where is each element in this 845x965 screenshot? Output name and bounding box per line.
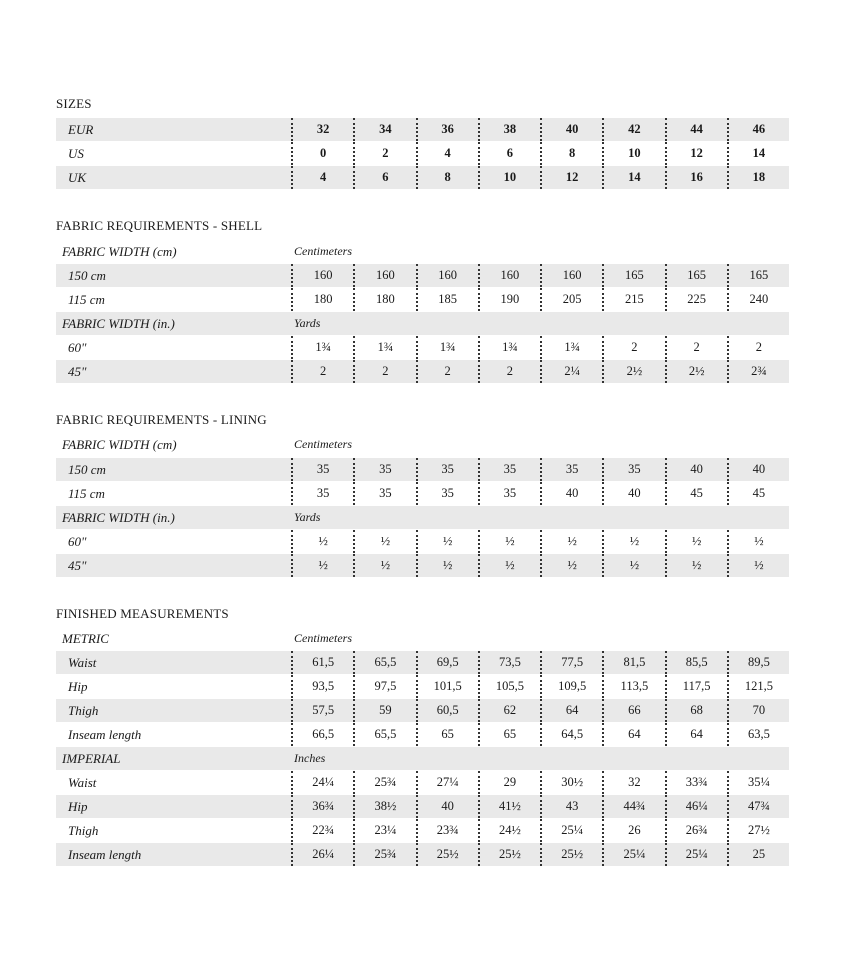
value-cell: 180 (291, 288, 353, 311)
subheader-label: FABRIC WIDTH (in.) (62, 316, 175, 331)
value-cell: 23¾ (416, 819, 478, 842)
value-cell: 2¼ (540, 360, 602, 383)
value-cell: 160 (416, 264, 478, 287)
row-label: Thigh (68, 823, 99, 838)
size-cell: 4 (291, 166, 353, 189)
value-cell: ½ (727, 530, 789, 553)
value-cell: 24¼ (291, 771, 353, 794)
size-cell: 6 (478, 142, 540, 165)
table-row (56, 482, 789, 505)
value-cell: 27¼ (416, 771, 478, 794)
value-cell: 22¾ (291, 819, 353, 842)
value-cell: 40 (665, 458, 727, 481)
value-cell: 1¾ (353, 336, 415, 359)
value-cell: 61,5 (291, 651, 353, 674)
value-cell: 35 (478, 458, 540, 481)
table-row (56, 699, 789, 722)
value-cell: 121,5 (727, 675, 789, 698)
value-cell: 25¾ (353, 843, 415, 866)
subheader-label: FABRIC WIDTH (cm) (62, 244, 177, 259)
unit-label: Inches (294, 751, 326, 765)
value-cell: 2 (353, 360, 415, 383)
value-cell: 29 (478, 771, 540, 794)
lining-title: FABRIC REQUIREMENTS - LINING (56, 412, 267, 427)
table-row (56, 360, 789, 383)
table-row (56, 675, 789, 698)
size-cell: 8 (540, 142, 602, 165)
row-label: Waist (68, 775, 97, 790)
subheader-label: FABRIC WIDTH (in.) (62, 510, 175, 525)
value-cell: 25¾ (353, 771, 415, 794)
value-cell: 35 (602, 458, 664, 481)
value-cell: ½ (665, 530, 727, 553)
subheader-row (56, 433, 789, 456)
row-label: US (68, 146, 84, 161)
value-cell: 27½ (727, 819, 789, 842)
table-row (56, 264, 789, 287)
value-cell: ½ (416, 554, 478, 577)
value-cell: 64,5 (540, 723, 602, 746)
value-cell: 2¾ (727, 360, 789, 383)
size-cell: 40 (540, 118, 602, 141)
value-cell: 25¼ (665, 843, 727, 866)
value-cell: 165 (727, 264, 789, 287)
value-cell: 57,5 (291, 699, 353, 722)
value-cell: 165 (602, 264, 664, 287)
row-label: Hip (68, 679, 88, 694)
size-cell: 16 (665, 166, 727, 189)
value-cell: 64 (602, 723, 664, 746)
value-cell: 26¼ (291, 843, 353, 866)
subheader-label: FABRIC WIDTH (cm) (62, 437, 177, 452)
value-cell: 225 (665, 288, 727, 311)
value-cell: 109,5 (540, 675, 602, 698)
value-cell: 44¾ (602, 795, 664, 818)
size-cell: 10 (478, 166, 540, 189)
value-cell: 64 (540, 699, 602, 722)
value-cell: 2 (602, 336, 664, 359)
value-cell: 59 (353, 699, 415, 722)
size-cell: 10 (602, 142, 664, 165)
value-cell: 160 (478, 264, 540, 287)
value-cell: 35 (478, 482, 540, 505)
value-cell: 35 (353, 482, 415, 505)
size-cell: 12 (540, 166, 602, 189)
size-cell: 14 (602, 166, 664, 189)
value-cell: 40 (727, 458, 789, 481)
value-cell: ½ (602, 530, 664, 553)
row-label: 115 cm (68, 486, 105, 501)
row-label: EUR (68, 122, 94, 137)
value-cell: 160 (353, 264, 415, 287)
value-cell: 85,5 (665, 651, 727, 674)
value-cell: 63,5 (727, 723, 789, 746)
value-cell: 35 (291, 482, 353, 505)
value-cell: 64 (665, 723, 727, 746)
shell-title: FABRIC REQUIREMENTS - SHELL (56, 218, 263, 233)
row-label: Hip (68, 799, 88, 814)
value-cell: 89,5 (727, 651, 789, 674)
value-cell: 117,5 (665, 675, 727, 698)
size-cell: 4 (416, 142, 478, 165)
unit-label: Yards (294, 316, 321, 330)
value-cell: 62 (478, 699, 540, 722)
value-cell: ½ (478, 554, 540, 577)
value-cell: 40 (416, 795, 478, 818)
value-cell: 46¼ (665, 795, 727, 818)
value-cell: 70 (727, 699, 789, 722)
size-cell: 12 (665, 142, 727, 165)
value-cell: 24½ (478, 819, 540, 842)
unit-label: Centimeters (294, 437, 352, 451)
row-label: Waist (68, 655, 97, 670)
row-label: 45" (68, 558, 87, 573)
value-cell: 240 (727, 288, 789, 311)
row-label: 115 cm (68, 292, 105, 307)
size-cell: 46 (727, 118, 789, 141)
value-cell: 32 (602, 771, 664, 794)
value-cell: 25¼ (540, 819, 602, 842)
value-cell: 35 (353, 458, 415, 481)
value-cell: 1¾ (291, 336, 353, 359)
size-cell: 36 (416, 118, 478, 141)
value-cell: 2 (665, 336, 727, 359)
subheader-row (56, 240, 789, 263)
subheader-row (56, 312, 789, 335)
table-row (56, 795, 789, 818)
unit-label: Yards (294, 510, 321, 524)
value-cell: 25½ (478, 843, 540, 866)
table-row (56, 554, 789, 577)
value-cell: 40 (602, 482, 664, 505)
row-label: 60" (68, 534, 87, 549)
size-cell: 34 (353, 118, 415, 141)
value-cell: ½ (540, 530, 602, 553)
size-cell: 8 (416, 166, 478, 189)
value-cell: 65 (416, 723, 478, 746)
value-cell: 45 (727, 482, 789, 505)
value-cell: 38½ (353, 795, 415, 818)
value-cell: 25½ (540, 843, 602, 866)
value-cell: 93,5 (291, 675, 353, 698)
table-row (56, 651, 789, 674)
table-row (56, 118, 789, 141)
table-row (56, 819, 789, 842)
size-cell: 14 (727, 142, 789, 165)
size-cell: 2 (353, 142, 415, 165)
value-cell: 65 (478, 723, 540, 746)
value-cell: 2½ (665, 360, 727, 383)
value-cell: 68 (665, 699, 727, 722)
value-cell: 36¾ (291, 795, 353, 818)
value-cell: 205 (540, 288, 602, 311)
row-label: 150 cm (68, 462, 106, 477)
value-cell: ½ (353, 554, 415, 577)
finished-title: FINISHED MEASUREMENTS (56, 606, 229, 621)
value-cell: 2 (478, 360, 540, 383)
value-cell: 33¾ (665, 771, 727, 794)
value-cell: ½ (353, 530, 415, 553)
value-cell: ½ (665, 554, 727, 577)
value-cell: 165 (665, 264, 727, 287)
size-cell: 18 (727, 166, 789, 189)
value-cell: 47¾ (727, 795, 789, 818)
value-cell: 25¼ (602, 843, 664, 866)
table-row (56, 142, 789, 165)
value-cell: 69,5 (416, 651, 478, 674)
table-row (56, 458, 789, 481)
value-cell: 215 (602, 288, 664, 311)
value-cell: 97,5 (353, 675, 415, 698)
value-cell: 25½ (416, 843, 478, 866)
row-label: 60" (68, 340, 87, 355)
value-cell: 66 (602, 699, 664, 722)
value-cell: 45 (665, 482, 727, 505)
table-row (56, 530, 789, 553)
size-cell: 42 (602, 118, 664, 141)
value-cell: ½ (416, 530, 478, 553)
value-cell: ½ (478, 530, 540, 553)
value-cell: 35 (416, 458, 478, 481)
value-cell: 60,5 (416, 699, 478, 722)
value-cell: 2½ (602, 360, 664, 383)
row-label: 45" (68, 364, 87, 379)
value-cell: 65,5 (353, 651, 415, 674)
row-label: 150 cm (68, 268, 106, 283)
unit-label: Centimeters (294, 244, 352, 258)
table-row (56, 288, 789, 311)
value-cell: 35 (540, 458, 602, 481)
size-cell: 0 (291, 142, 353, 165)
value-cell: 23¼ (353, 819, 415, 842)
value-cell: 180 (353, 288, 415, 311)
table-row (56, 771, 789, 794)
value-cell: 65,5 (353, 723, 415, 746)
value-cell: 1¾ (416, 336, 478, 359)
value-cell: 41½ (478, 795, 540, 818)
sizes-title: SIZES (56, 96, 92, 111)
value-cell: 66,5 (291, 723, 353, 746)
value-cell: 2 (416, 360, 478, 383)
subheader-row (56, 747, 789, 770)
value-cell: 43 (540, 795, 602, 818)
size-cell: 38 (478, 118, 540, 141)
value-cell: 77,5 (540, 651, 602, 674)
value-cell: 190 (478, 288, 540, 311)
value-cell: ½ (291, 554, 353, 577)
size-cell: 32 (291, 118, 353, 141)
value-cell: 185 (416, 288, 478, 311)
value-cell: ½ (727, 554, 789, 577)
value-cell: ½ (540, 554, 602, 577)
value-cell: 160 (540, 264, 602, 287)
value-cell: 26¾ (665, 819, 727, 842)
size-cell: 6 (353, 166, 415, 189)
value-cell: 73,5 (478, 651, 540, 674)
value-cell: ½ (602, 554, 664, 577)
value-cell: 26 (602, 819, 664, 842)
value-cell: ½ (291, 530, 353, 553)
row-label: Inseam length (68, 727, 142, 742)
value-cell: 105,5 (478, 675, 540, 698)
table-row (56, 843, 789, 866)
value-cell: 101,5 (416, 675, 478, 698)
value-cell: 81,5 (602, 651, 664, 674)
unit-label: Centimeters (294, 631, 352, 645)
row-label: UK (68, 170, 87, 185)
value-cell: 1¾ (540, 336, 602, 359)
value-cell: 40 (540, 482, 602, 505)
subheader-label: METRIC (62, 631, 109, 646)
value-cell: 2 (727, 336, 789, 359)
row-label: Inseam length (68, 847, 142, 862)
value-cell: 25 (727, 843, 789, 866)
subheader-row (56, 627, 789, 650)
value-cell: 35¼ (727, 771, 789, 794)
value-cell: 35 (291, 458, 353, 481)
subheader-row (56, 506, 789, 529)
row-label: Thigh (68, 703, 99, 718)
value-cell: 113,5 (602, 675, 664, 698)
value-cell: 160 (291, 264, 353, 287)
value-cell: 1¾ (478, 336, 540, 359)
value-cell: 30½ (540, 771, 602, 794)
subheader-label: IMPERIAL (62, 751, 121, 766)
value-cell: 2 (291, 360, 353, 383)
size-cell: 44 (665, 118, 727, 141)
table-row (56, 166, 789, 189)
table-row (56, 336, 789, 359)
value-cell: 35 (416, 482, 478, 505)
table-row (56, 723, 789, 746)
